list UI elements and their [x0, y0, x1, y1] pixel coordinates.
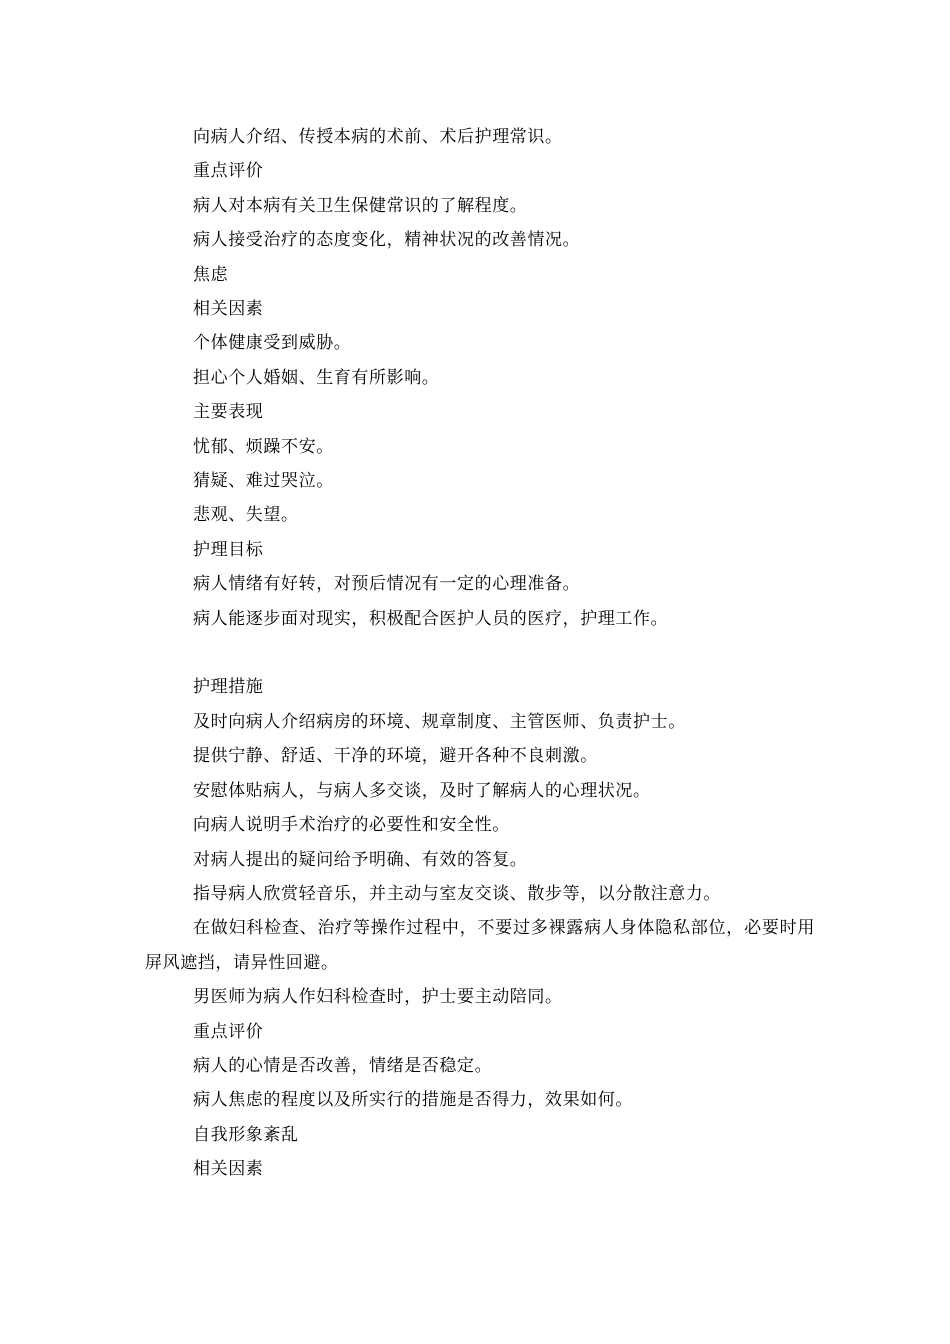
paragraph: 安慰体贴病人，与病人多交谈，及时了解病人的心理状况。 [193, 780, 651, 801]
section-heading: 焦虑 [193, 264, 229, 285]
paragraph: 对病人提出的疑问给予明确、有效的答复。 [193, 849, 528, 870]
paragraph: 病人情绪有好转，对预后情况有一定的心理准备。 [193, 574, 581, 595]
paragraph: 及时向病人介绍病房的环境、规章制度、主管医师、负责护士。 [193, 711, 686, 732]
section-heading: 相关因素 [193, 1159, 264, 1180]
paragraph: 个体健康受到威胁。 [193, 333, 352, 354]
paragraph: 病人的心情是否改善，情绪是否稳定。 [193, 1055, 493, 1076]
section-heading: 自我形象紊乱 [193, 1124, 299, 1145]
section-heading: 护理目标 [193, 539, 264, 560]
paragraph: 在做妇科检查、治疗等操作过程中，不要过多裸露病人身体隐私部位，必要时用屏风遮挡，请异性回避。 [145, 918, 815, 973]
section-heading: 护理措施 [193, 677, 264, 698]
paragraph: 担心个人婚姻、生育有所影响。 [193, 367, 440, 388]
document-body [145, 120, 815, 1187]
paragraph: 提供宁静、舒适、干净的环境，避开各种不良刺激。 [193, 746, 598, 767]
paragraph: 指导病人欣赏轻音乐，并主动与室友交谈、散步等，以分散注意力。 [193, 883, 721, 904]
paragraph: 猜疑、难过哭泣。 [193, 471, 334, 492]
paragraph: 病人对本病有关卫生保健常识的了解程度。 [193, 195, 528, 216]
section-heading: 重点评价 [193, 161, 264, 182]
paragraph: 悲观、失望。 [193, 505, 299, 526]
paragraph: 病人焦虑的程度以及所实行的措施是否得力，效果如何。 [193, 1090, 633, 1111]
section-heading: 主要表现 [193, 402, 264, 423]
paragraph: 病人接受治疗的态度变化，精神状况的改善情况。 [193, 230, 581, 251]
paragraph: 男医师为病人作妇科检查时，护士要主动陪同。 [193, 987, 563, 1008]
paragraph: 向病人介绍、传授本病的术前、术后护理常识。 [193, 127, 563, 147]
paragraph: 病人能逐步面对现实，积极配合医护人员的医疗，护理工作。 [193, 608, 669, 629]
blank-line [145, 636, 815, 670]
section-heading: 相关因素 [193, 299, 264, 320]
paragraph: 向病人说明手术治疗的必要性和安全性。 [193, 815, 510, 836]
paragraph: 忧郁、烦躁不安。 [193, 436, 334, 457]
section-heading: 重点评价 [193, 1021, 264, 1042]
